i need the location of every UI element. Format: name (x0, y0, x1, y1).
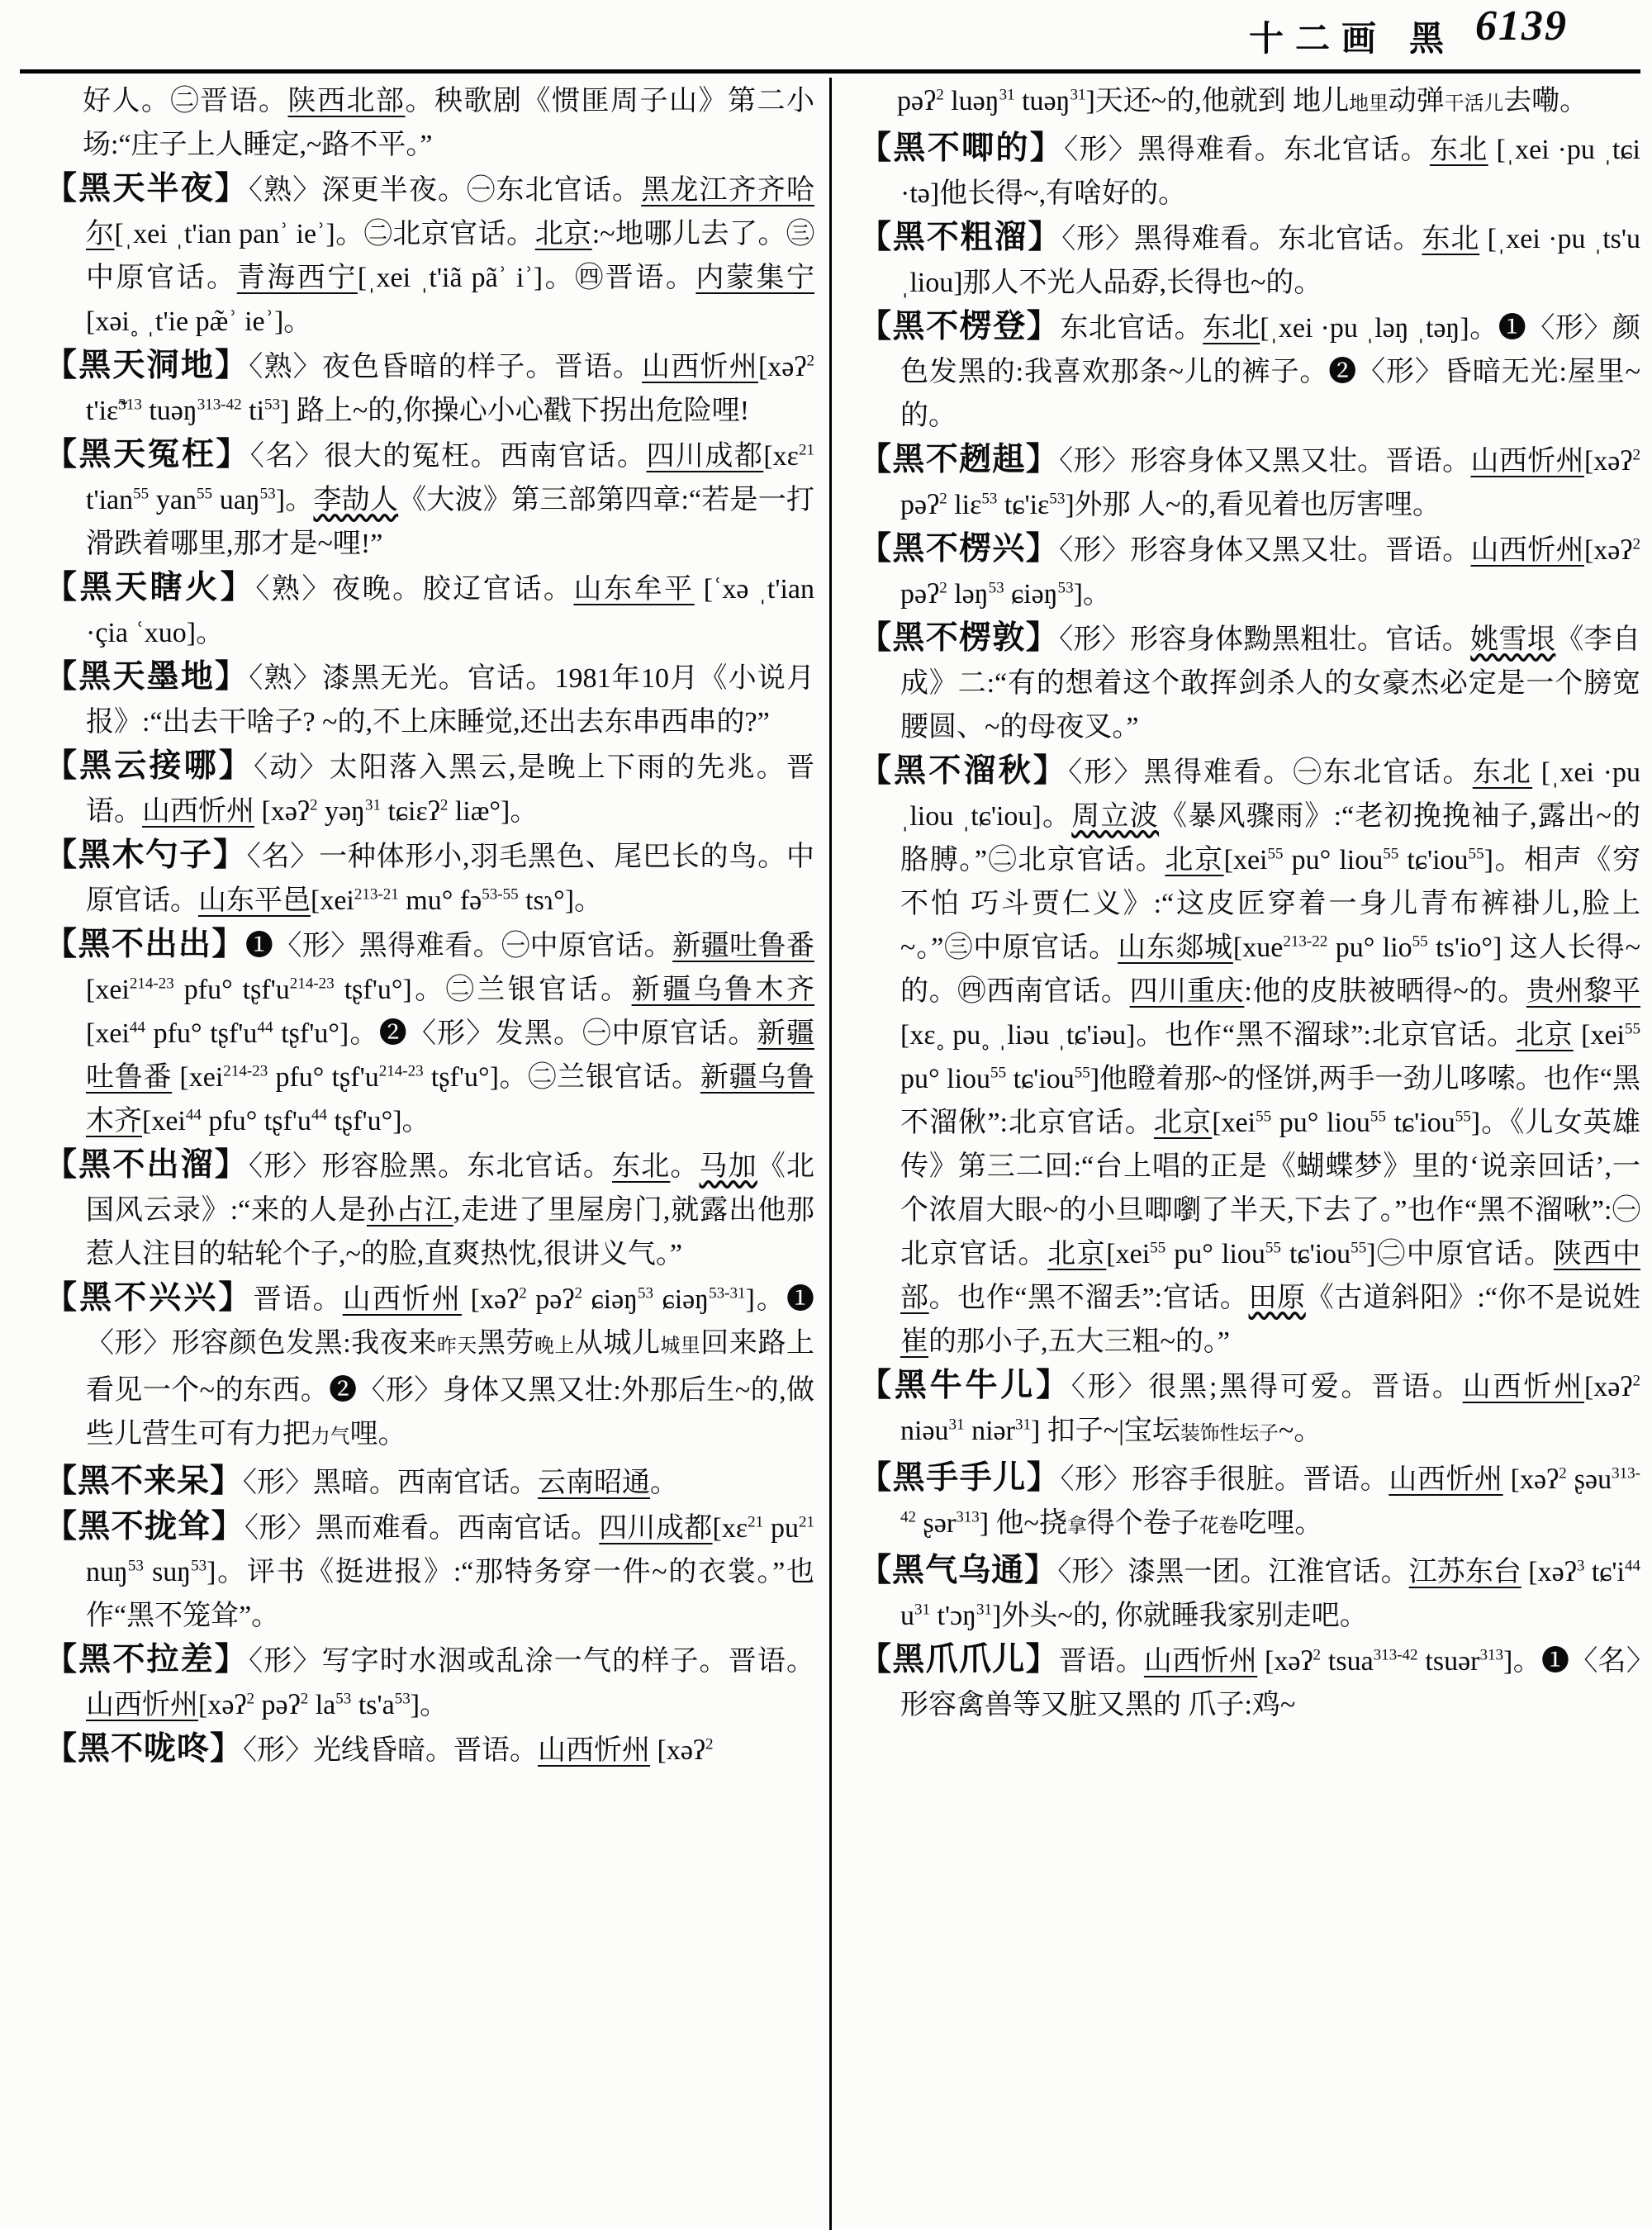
left-column (45, 79, 814, 1772)
entry-body: 东北官话。东北[ˌxei ·pu ˌləŋ ˌtəŋ]。❶〈形〉颜色发黑的:我喜欢那条~儿的裤子。❷〈形〉昏暗无光:屋里~的。 (900, 313, 1640, 431)
entry-headword: 【黑不拉差】 (45, 1642, 249, 1677)
entry-headword: 【黑天洞地】 (45, 348, 249, 383)
entry-headword: 【黑不唧的】 (859, 130, 1065, 166)
stroke-section-label: 十二画 (1249, 21, 1389, 59)
entry-headword: 【黑天墨地】 (45, 659, 249, 695)
entry-body: 〈形〉形容身体又黑又壮。晋语。山西忻州[xəʔ$^2$ pəʔ$^2$ liɛ$^{53}$ tɕ'iɛ$^{53}$]外那 人~的,看见着也厉害哩。 (900, 446, 1640, 520)
dict-entry (859, 749, 1640, 1364)
entry-body: 〈形〉黑而难看。西南官话。四川成都[xɛ$^{21}$ $pu^{21}$ nuŋ$^{53}$ suŋ$^{53}$]。评书《挺进报》:“那特务穿一件~的衣裳。”也作“黑不笼耸”。 (86, 1513, 815, 1631)
entry-body: 〈形〉形容身体黝黑粗壮。官话。姚雪垠《李自成》二:“有的想着这个敢挥剑杀人的女豪杰必定是一个膀宽腰圆、~的母夜叉。” (900, 624, 1641, 743)
entry-headword: 【黑不出出】 (45, 927, 245, 962)
entry-body: 〈熟〉夜晚。胶辽官话。山东牟平 [ʿxə ˌt'ian ·çia ʿxuo]。 (86, 574, 815, 648)
entry-body: 〈形〉形容身体又黑又壮。晋语。山西忻州[xəʔ$^2$ pəʔ$^2$ ləŋ$^{53}$ ɕiəŋ$^{53}$]。 (900, 535, 1640, 610)
entry-body: 〈动〉太阳落入黑云,是晚上下雨的先兆。晋语。山西忻州 [xəʔ$^2$ yəŋ$^{31}$ tɕiɛʔ$^2$ liæ°]。 (86, 752, 814, 827)
entry-headword: 【黑不楞敦】 (859, 620, 1060, 656)
dict-entry (859, 305, 1640, 438)
dict-entry (45, 1505, 814, 1638)
dict-entry (859, 1549, 1640, 1638)
header-rule (20, 69, 1640, 74)
entry-headword: 【黑不楞登】 (859, 309, 1061, 344)
dict-entry (859, 438, 1640, 527)
entry-body: 〈熟〉夜色昏暗的样子。晋语。山西忻州[xəʔ$^2$ t'iɛ̃$^{313}$ tuəŋ$^{313-42}$ $ti^{53}$] 路上~的,你操心小心戳下拐出危险哩! (86, 352, 814, 426)
dict-entry (45, 1638, 814, 1727)
dict-entry (45, 433, 814, 566)
dict-entry (859, 216, 1640, 305)
entry-body: 〈熟〉深更半夜。㊀东北官话。黑龙江齐齐哈尔[ˌxei ˌt'ian panʾ ieʾ]。㊁北京官话。北京:~地哪儿去了。㊂中原官话。青海西宁[ˌxei ˌt'iã pãʾ iʾ]。㊃晋语。内蒙集宁[xəi˳ ˌt'ie pæ̃ʾ ieʾ]。 (86, 175, 815, 337)
entry-headword: 【黑天冤枉】 (45, 437, 250, 472)
entry-headword: 【黑云接哪】 (45, 748, 254, 784)
entry-headword: 【黑不兴兴】 (45, 1280, 254, 1316)
entry-body: ❶〈形〉黑得难看。㊀中原官话。新疆吐鲁番 [xei$^{214-23}$ pfu° $tʂf'u^{214-23}$ tʂf'u°]。㊁兰银官话。新疆乌鲁木齐 [xei$^{44}$ pfu° $tʂf'u^{44}$ tʂf'u°]。❷〈形〉发黑。㊀中原官话。新疆吐鲁番 [xei$^{214-23}$ pfu° $tʂf'u^{214-23}$ tʂf'u°]。㊁兰银官话。新疆乌鲁木齐[xei$^{44}$ pfu° $tʂf'u^{44}$ tʂf'u°]。 (86, 931, 815, 1136)
entry-body: 〈形〉很黑;黑得可爱。晋语。山西忻州[xəʔ$^2$ niəu$^{31}$ niər$^{31}$] 扣子~|宝坛装饰性坛子~。 (900, 1372, 1640, 1446)
dict-entry (45, 833, 814, 923)
radical-char-label: 黑 (1409, 21, 1445, 59)
entry-body: 〈形〉黑得难看。东北官话。东北 [ˌxei ·pu ˌts'u ˌliou]那人不光人品孬,长得也~的。 (900, 224, 1641, 298)
entry-body: 〈形〉形容脸黑。东北官话。东北。马加《北国风云录》:“来的人是孙占江,走进了里屋房门,就露出他那惹人注目的轱轮个子,~的脸,直爽热忱,很讲义气。” (86, 1151, 815, 1269)
dict-entry (45, 344, 814, 433)
entry-continuation: 好人。㊁晋语。陕西北部。秧歌剧《惯匪周子山》第二小场:“庄子上人睡定,~路不平。” (83, 86, 814, 160)
entry-body: 晋语。山西忻州 [xəʔ$^2$ tsua$^{313-42}$ tsuər$^{313}$]。❶〈名〉形容禽兽等又脏又黑的 爪子:鸡~ (900, 1646, 1640, 1720)
entry-headword: 【黑不趔趄】 (859, 442, 1060, 477)
entry-headword: 【黑不出溜】 (45, 1147, 249, 1183)
dict-entry (859, 616, 1640, 749)
entry-headword: 【黑手手儿】 (859, 1460, 1061, 1496)
right-column (859, 79, 1640, 1727)
entry-headword: 【黑不拢耸】 (45, 1509, 244, 1544)
entry-headword: 【黑不粗溜】 (859, 220, 1062, 255)
entry-body: 〈形〉光线昏暗。晋语。山西忻州 [xəʔ$^2$ (243, 1735, 714, 1766)
entry-headword: 【黑木勺子】 (45, 837, 247, 873)
entry-body: 〈形〉黑得难看。东北官话。东北 [ˌxei ·pu ˌtɕi ·tə]他长得~,有啥好的。 (900, 135, 1641, 209)
entry-body: 〈形〉写字时水洇或乱涂一气的样子。晋语。山西忻州[xəʔ$^2$ pəʔ$^2$ $la^{53}$ $ts'a^{53}$]。 (86, 1646, 814, 1720)
dict-entry (859, 1364, 1640, 1456)
page-number: 6139 (1475, 2, 1568, 50)
dict-entry (45, 1727, 814, 1772)
dict-entry (45, 744, 814, 833)
entry-headword: 【黑不咙咚】 (45, 1731, 244, 1767)
entry-headword: 【黑气乌通】 (859, 1553, 1058, 1588)
dict-entry (45, 1459, 814, 1505)
dict-entry (859, 126, 1640, 216)
dict-entry (45, 1143, 814, 1276)
entry-headword: 【黑天瞎火】 (45, 570, 256, 605)
entry-headword: 【黑爪爪儿】 (859, 1642, 1059, 1677)
entry-body: 〈形〉黑得难看。㊀东北官话。东北 [ˌxei ·pu ˌliou ˌtɕ'iou]。周立波《暴风骤雨》:“老初挽挽袖子,露出~的胳膊。”㊁北京官话。北京[xei$^{55}$ pu° liou$^{55}$ tɕ'iou$^{55}$]。相声《穷不怕 巧斗贾仁义》:“这皮匠穿着一身儿青布裤褂儿,脸上~。”㊂中原官话。山东郯城[xue$^{213-22}$ pu° lio$^{55}$ ts'io°] 这人长得~的。㊃西南官话。四川重庆:他的皮肤被晒得~的。贵州黎平[xɛ˳ pu˳ ˌliəu ˌtɕ'iəu]。也作“黑不溜球”:北京官话。北京 [xei$^{55}$ pu° liou$^{55}$ tɕ'iou$^{55}$]他瞪着那~的怪饼,两手一劲儿哆嗦。也作“黑不溜偢”:北京官话。北京[xei$^{55}$ pu° liou$^{55}$ tɕ'iou$^{55}$]。《儿女英雄传》第三二回:“台上唱的正是《蝴蝶梦》里的‘说亲回话’,一个浓眉大眼~的小旦唧嚠了半天,下去了。”也作“黑不溜啾”:㊀北京官话。北京[xei$^{55}$ pu° liou$^{55}$ tɕ'iou$^{55}$]㊁中原官话。陕西中部。也作“黑不溜丢”:官话。田原《古道斜阳》:“你不是说姓崔的那小子,五大三粗~的。” (900, 757, 1641, 1357)
entry-body: 〈形〉漆黑一团。江淮官话。江苏东台 [xəʔ$^3$ $tɕ'i^{44}$ $u^{31}$ t'ɔŋ$^{31}$]外头~的, 你就睡我家别走吧。 (900, 1557, 1641, 1631)
dict-entry (859, 1456, 1640, 1549)
entry-body: 〈熟〉漆黑无光。官话。1981年10月《小说月报》:“出去干啥子? ~的,不上床睡觉,还出去东串西串的?” (86, 663, 814, 738)
column-divider (829, 78, 832, 2230)
entry-headword: 【黑不来呆】 (45, 1464, 244, 1499)
dict-entry (45, 1276, 814, 1459)
dict-entry (45, 655, 814, 744)
entry-body: 〈形〉黑暗。西南官话。云南昭通。 (243, 1468, 679, 1498)
entry-body: 〈形〉形容手很脏。晋语。山西忻州 [xəʔ$^2$ ʂəu$^{313-42}$ ʂər$^{313}$] 他~挠拿得个卷子花卷吃哩。 (900, 1464, 1640, 1539)
entry-headword: 【黑天半夜】 (45, 171, 249, 206)
entry-continuation: pəʔ$^2$ luəŋ$^{31}$ tuəŋ$^{31}$]天还~的,他就到 地儿地里动弹干活儿去嘞。 (897, 86, 1588, 116)
dict-entry (859, 527, 1640, 616)
dict-entry (859, 1638, 1640, 1727)
entry-headword: 【黑不溜秋】 (859, 753, 1069, 789)
dict-entry (45, 923, 814, 1143)
entry-body: 晋语。山西忻州 [xəʔ$^2$ pəʔ$^2$ ɕiəŋ$^{53}$ ɕiəŋ$^{53-31}$]。❶〈形〉形容颜色发黑:我夜来昨天黑劳晚上从城儿城里回来路上看见一个~的东西。❷〈形〉身体又黑又壮:外那后生~的,做些儿营生可有力把力气哩。 (86, 1284, 815, 1450)
entry-body: 〈名〉一种体形小,羽毛黑色、尾巴长的鸟。中原官话。山东平邑[xei$^{213-21}$ mu° fə$^{53-55}$ tsɿ°]。 (86, 842, 814, 916)
entry-headword: 【黑不楞兴】 (859, 531, 1060, 567)
dict-entry (45, 566, 814, 655)
entry-body: 〈名〉很大的冤枉。西南官话。四川成都[xɛ$^{21}$ t'ian$^{55}$ yan$^{55}$ uaŋ$^{53}$]。李劼人《大波》第三部第四章:“若是一打滑跌着哪里,那才是~哩!” (86, 441, 814, 559)
entry-headword: 【黑牛牛儿】 (859, 1368, 1071, 1403)
dict-entry (45, 167, 814, 344)
